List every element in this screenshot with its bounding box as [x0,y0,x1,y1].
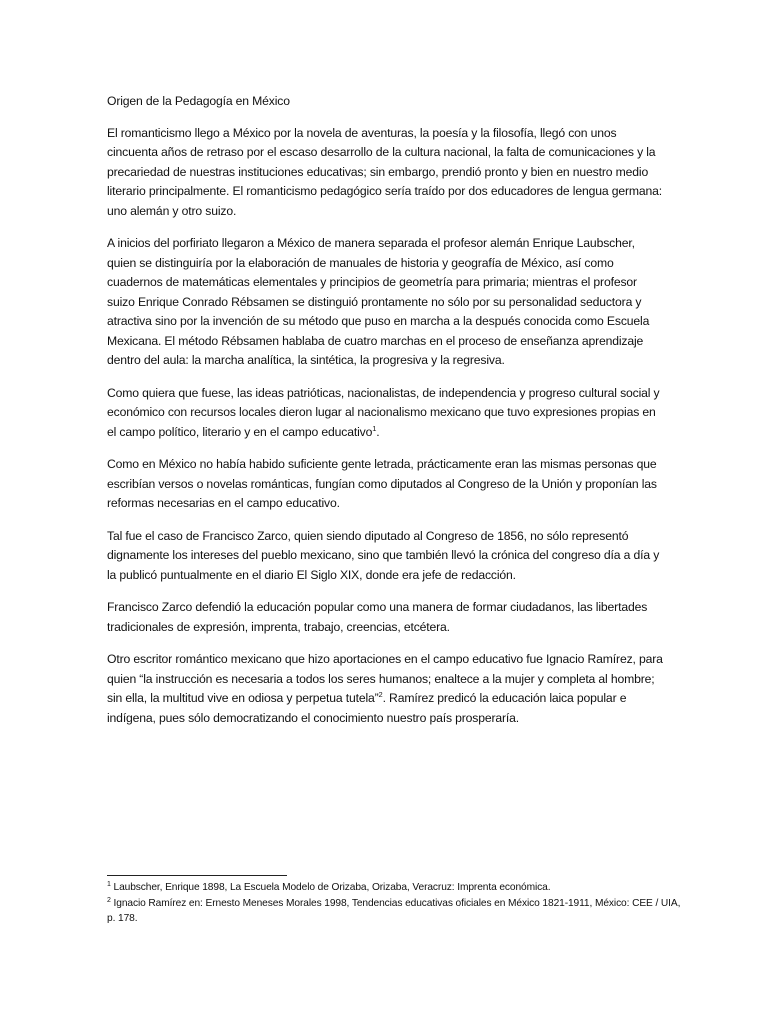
document-title: Origen de la Pedagogía en México [107,94,290,108]
document-body [107,92,665,741]
paragraph-nacionalismo-end: . [376,424,380,439]
footnote-2-number: 2 [107,896,111,904]
footnote-ref-1[interactable]: 1 [372,423,377,433]
footnote-2 [107,896,687,927]
paragraph-nacionalismo-text: Como quiera que fuese, las ideas patrióticas, nacionalistas, de independencia y progreso cultural social y económico con recursos locales dieron lugar al nacionalismo mexicano que tuvo expresiones propias en el campo político, literario y en el campo educativo [107,385,660,439]
footnote-1 [107,880,687,896]
footnote-1-text: Laubscher, Enrique 1898, La Escuela Modelo de Orizaba, Orizaba, Veracruz: Imprenta económica. [110,882,551,893]
footnote-2-text: Ignacio Ramírez en: Ernesto Meneses Morales 1998, Tendencias educativas oficiales en México 1821-1911, México: CEE / UIA, p. 178. [107,897,681,924]
paragraph-zarco-congreso: Tal fue el caso de Francisco Zarco, quien siendo diputado al Congreso de 1856, no sólo representó dignamente los intereses del pueblo mexicano, sino que también llevó la crónica del congreso día a día y la publicó puntualmente en el diario El Siglo XIX, donde era jefe de redacción. [107,528,660,582]
paragraph-ramirez-text: Otro escritor romántico mexicano que hizo aportaciones en el campo educativo fue Ignacio Ramírez, para quien “la instrucción es necesaria a todos los seres humanos; enaltece a la mujer y completa al hombre; sin ella, la multitud vive en odiosa y perpetua tutela” [107,652,663,705]
footnotes [107,880,687,927]
paragraph-zarco-educacion: Francisco Zarco defendió la educación popular como una manera de formar ciudadanos, las libertades tradicionales de expresión, imprenta, trabajo, creencias, etcétera. [107,600,648,634]
footnote-1-number: 1 [107,881,111,888]
footnote-ref-2[interactable]: 2 [378,690,383,699]
paragraph-porfiriato: A inicios del porfiriato llegaron a México de manera separada el profesor alemán Enrique Laubscher, quien se distinguiría por la elaboración de manuales de historia y geografía de México, así como cuadernos de matemáticas elementales y principios de geometría para primaria; mientras el profesor suizo Enrique Conrado Rébsamen se distinguió prontamente no sólo por su personalidad seductora y atractiva sino por la invención de su método que puso en marcha a la después conocida como Escuela Mexicana. El método Rébsamen hablaba de cuatro marchas en el proceso de enseñanza aprendizaje dentro del aula: la marcha analítica, la sintética, la progresiva y la regresiva. [107,236,650,367]
paragraph-ramirez-end: . Ramírez predicó la educación laica popular e indígena, pues sólo democratizando el conocimiento nuestro país prosperaría. [107,691,627,725]
paragraph-nacionalismo [107,384,665,443]
paragraph-romanticismo: El romanticismo llego a México por la novela de aventuras, la poesía y la filosofía, llegó con unos cincuenta años de retraso por el escaso desarrollo de la cultura nacional, la falta de comunicaciones y la precariedad de nuestras instituciones educativas; sin embargo, prendió pronto y bien en nuestro medio literario principalmente. El romanticismo pedagógico sería traído por dos educadores de lengua germana: uno alemán y otro suizo. [107,125,662,218]
paragraph-ramirez [107,650,665,728]
paragraph-gente-letrada: Como en México no había habido suficiente gente letrada, prácticamente eran las mismas personas que escribían versos o novelas románticas, fungían como diputados al Congreso de la Unión y proponían las reformas necesarias en el campo educativo. [107,457,657,510]
footnote-separator [107,875,287,876]
